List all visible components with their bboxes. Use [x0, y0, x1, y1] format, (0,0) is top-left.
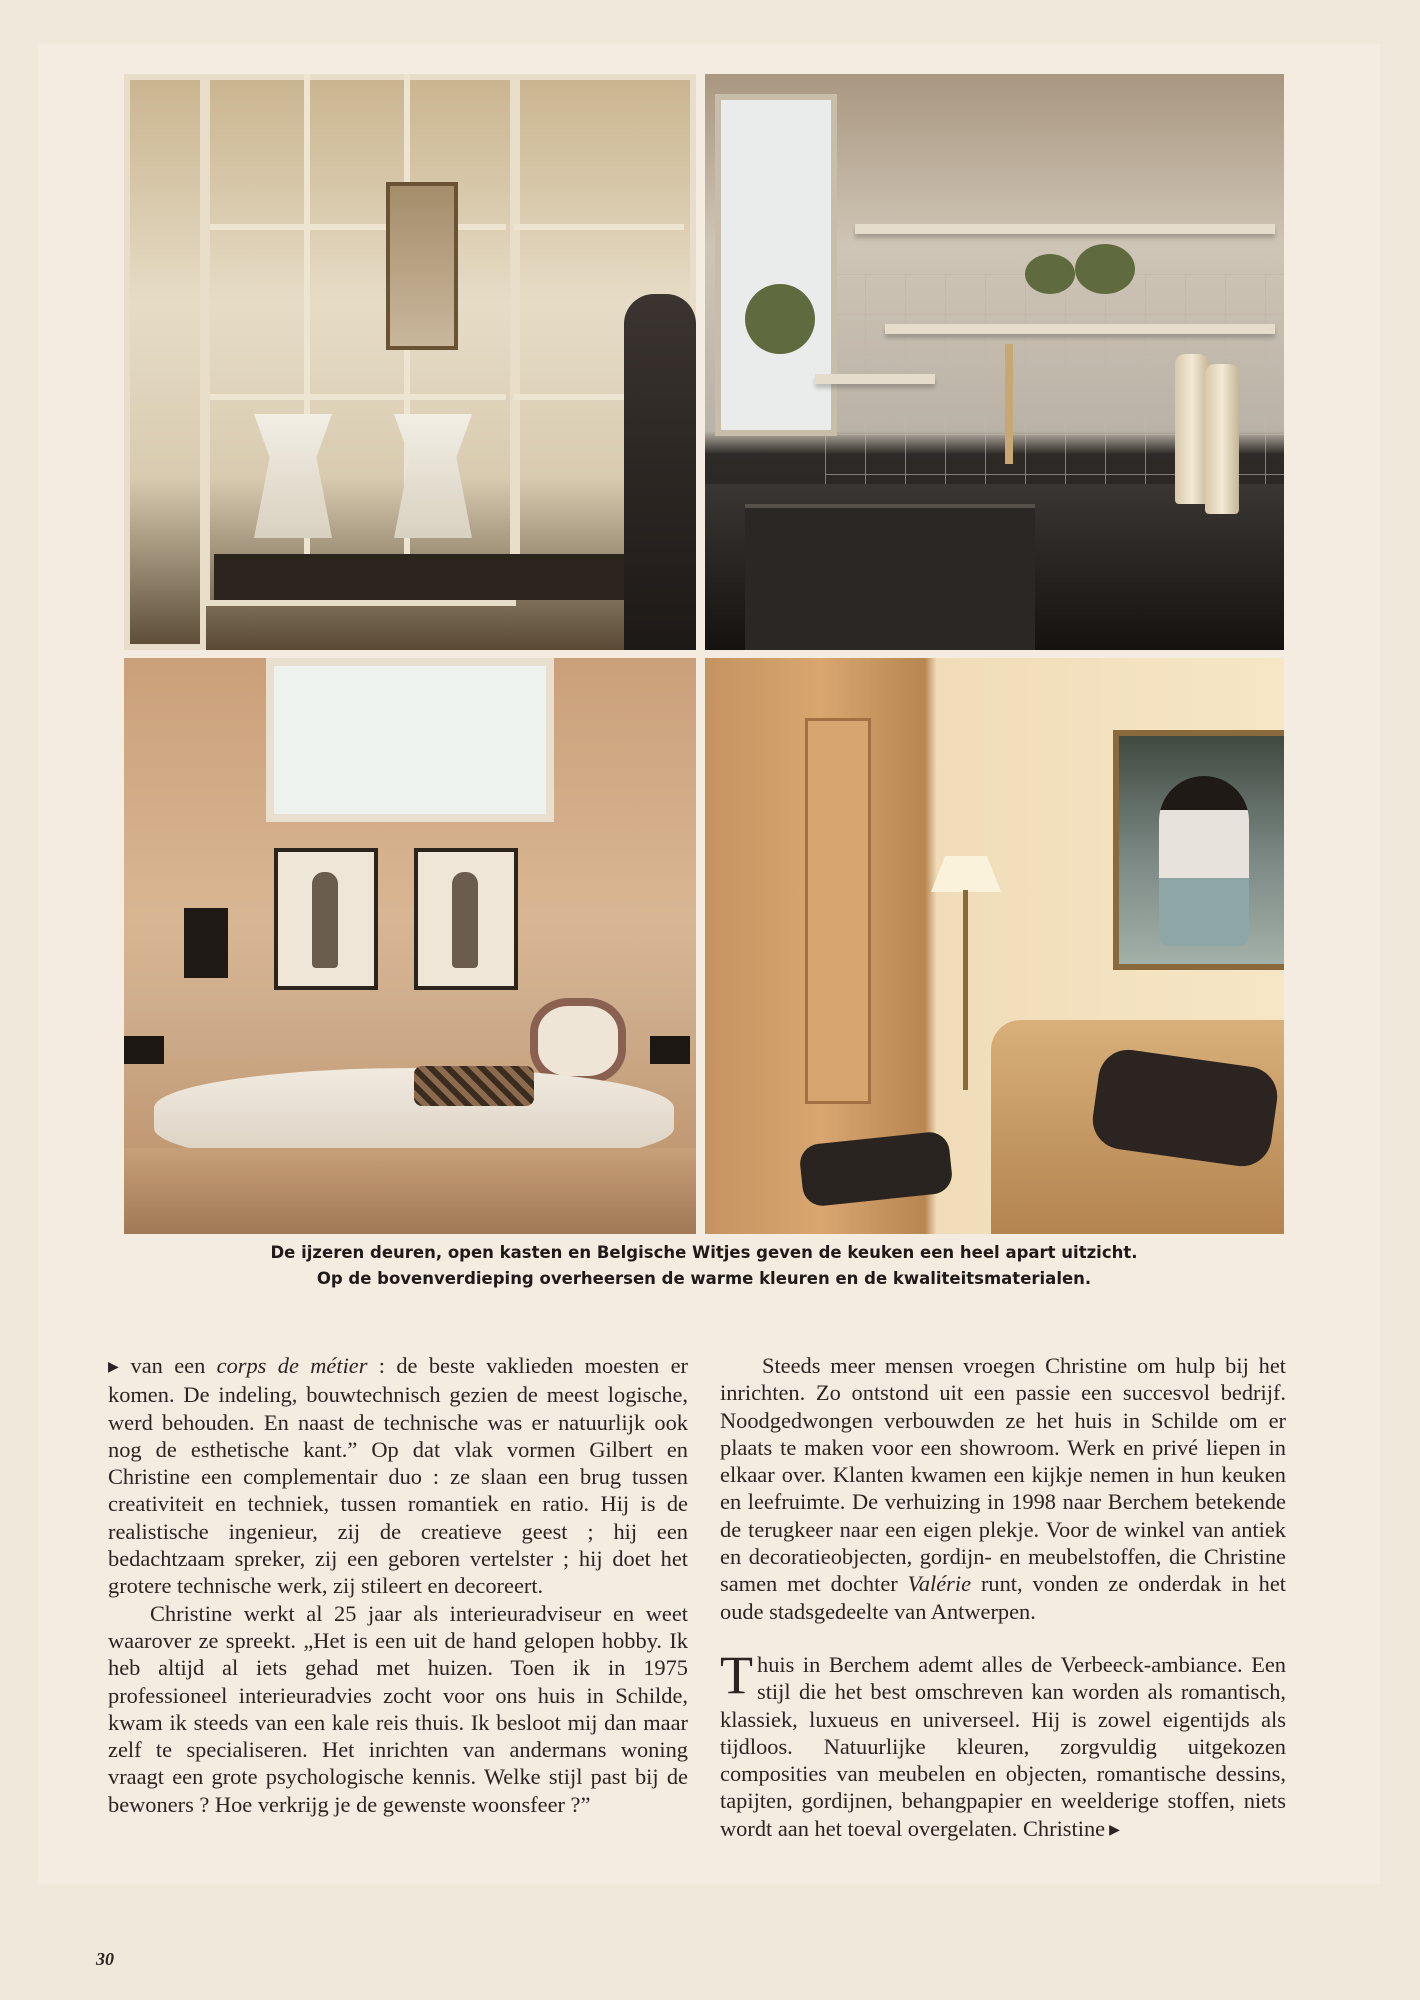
page-number: 30	[96, 1949, 114, 1969]
drop-cap: T	[720, 1644, 753, 1705]
photo-bedroom	[705, 658, 1284, 1234]
paragraph: Steeds meer mensen vroegen Christine om hulp bij het inrichten. Zo ontstond uit een passie een succesvol bedrijf. Noodgedwongen verbouwden ze het huis in Schilde om er plaats te maken voor een showroom. Werk en privé liepen in elkaar over. Klanten kwamen een kijkje nemen in hun keuken en leefruimte. De verhuizing in 1998 naar Berchem betekende de terugkeer naar een eigen plekje. Voor de winkel van antiek en decoratieobjecten, gordijn- en meubelstoffen, die Christine samen met dochter Valérie runt, vonden ze onderdak in het oude stadsgedeelte van Antwerpen.	[720, 1353, 1286, 1624]
caption-line-1: De ijzeren deuren, open kasten en Belgische Witjes geven de keuken een heel apart uitzicht.	[270, 1243, 1138, 1262]
paragraph: ▶ van een corps de métier : de beste vaklieden moesten er komen. De indeling, bouwtechnisch gezien de meest logische, werd behouden. En naast de technische was er natuurlijk ook nog de esthetische kant.” Op dat vlak vormen Gilbert en Christine een complementair duo : ze slaan een brug tussen creativiteit en techniek, tussen romantiek en ratio. Hij is de realistische ingenieur, zij de creatieve geest ; hij een bedachtzaam spreker, zij een geboren vertelster ; hij doet het grotere technische werk, zij stileert en decoreert.	[108, 1353, 688, 1599]
article-column-right	[720, 1352, 1286, 1844]
triangle-right-icon: ▶	[1109, 1822, 1120, 1838]
paragraph: Thuis in Berchem ademt alles de Verbeeck-ambiance. Een stijl die het best omschreven kan worden als romantisch, klassiek, luxueus en universeel. Hij is zowel eigentijds als tijdloos. Natuurlijke kleuren, zorgvuldig uitgekozen composities van meubelen en objecten, romantische dessins, tapijten, gordijnen, behangpapier en weelderige stoffen, niets wordt aan het toeval overgelaten. Christine ▶	[720, 1644, 1286, 1841]
photo-glass-doors	[124, 74, 696, 650]
paragraph: Christine werkt al 25 jaar als interieuradviseur en weet waarover ze spreekt. „Het is een uit de hand gelopen hobby. Ik heb altijd al iets gehad met huizen. Toen ik in 1975 professioneel interieuradvies zocht voor ons huis in Schilde, kwam ik steeds van een kale reis thuis. Ik besloot mij dan maar zelf te specialiseren. Het inrichten van andermans woning vraagt een grote psychologische kennis. Welke stijl past bij de bewoners ? Hoe verkrijg je de gewenste woonsfeer ?”	[108, 1600, 688, 1817]
caption-line-2: Op de bovenverdieping overheersen de warme kleuren en de kwaliteitsmaterialen.	[316, 1269, 1092, 1288]
photo-caption	[124, 1240, 1284, 1292]
article-column-left	[108, 1352, 688, 1818]
photo-bathroom	[124, 658, 696, 1234]
photo-kitchen	[705, 74, 1284, 650]
triangle-right-icon: ▶	[108, 1360, 125, 1375]
